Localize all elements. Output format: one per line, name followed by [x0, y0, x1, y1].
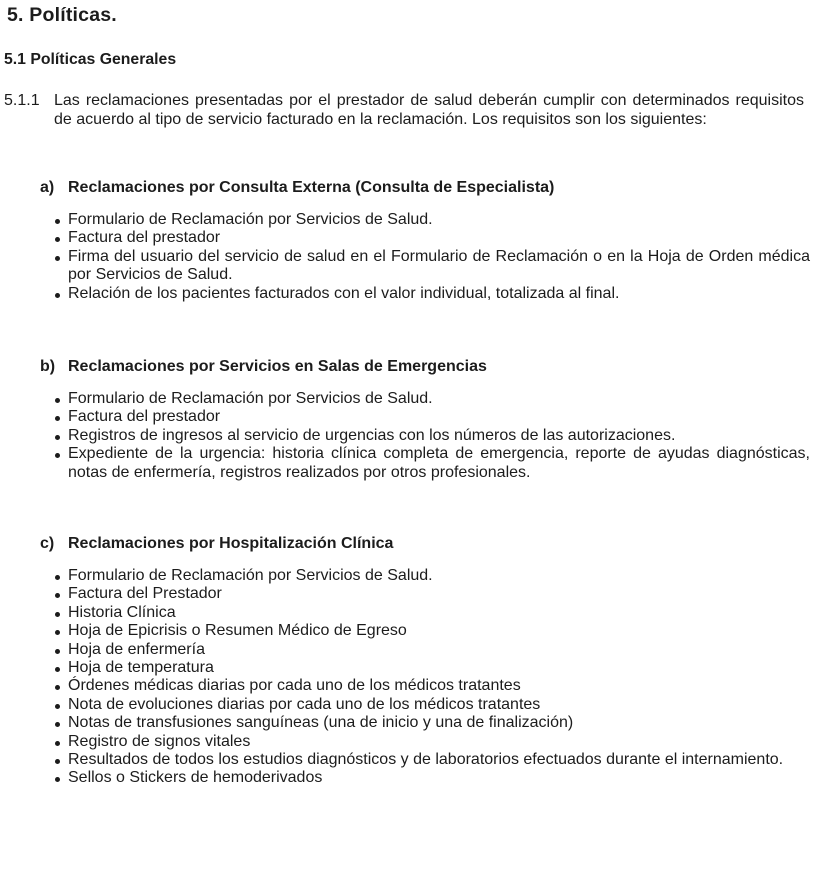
list-item [40, 733, 810, 751]
list-item [40, 696, 810, 714]
intro-paragraph [4, 91, 804, 129]
list-item [40, 390, 810, 408]
bullet-icon [55, 741, 60, 746]
list-item-text: Sellos o Stickers de hemoderivados [68, 769, 323, 787]
bullet-icon [55, 685, 60, 690]
bullet-icon [55, 667, 60, 672]
list-item [40, 567, 810, 585]
list-item-text: Relación de los pacientes facturados con el valor individual, totalizada al final. [68, 284, 620, 302]
bullet-icon [55, 722, 60, 727]
list-item-text: Hoja de enfermería [68, 640, 205, 658]
list-item-text: Registro de signos vitales [68, 732, 251, 750]
section-title-text: Reclamaciones por Hospitalización Clínica [68, 535, 394, 552]
requirements-list [40, 211, 810, 303]
bullet-icon [55, 435, 60, 440]
list-item [40, 751, 810, 769]
list-item [40, 641, 810, 659]
list-item [40, 211, 810, 229]
section-salas-emergencias [40, 357, 810, 482]
section-title [40, 178, 810, 197]
bullet-icon [55, 219, 60, 224]
bullet-icon [55, 256, 60, 261]
list-item [40, 248, 810, 285]
requirements-list [40, 390, 810, 482]
bullet-icon [55, 416, 60, 421]
bullet-icon [55, 237, 60, 242]
section-letter: a) [40, 179, 55, 196]
list-item [40, 408, 810, 426]
bullet-icon [55, 398, 60, 403]
list-item [40, 677, 810, 695]
bullet-icon [55, 612, 60, 617]
list-item-text: Órdenes médicas diarias por cada uno de los médicos tratantes [68, 677, 521, 695]
list-item [40, 622, 810, 640]
list-item-text: Nota de evoluciones diarias por cada uno de los médicos tratantes [68, 695, 541, 713]
list-item [40, 229, 810, 247]
list-item-text: Hoja de Epicrisis o Resumen Médico de Egreso [68, 622, 407, 640]
list-item [40, 714, 810, 732]
list-item-text: Factura del Prestador [68, 585, 222, 603]
bullet-icon [55, 759, 60, 764]
section-title [40, 357, 810, 376]
list-item-text: Formulario de Reclamación por Servicios de Salud. [68, 211, 433, 228]
list-item-text: Historia Clínica [68, 603, 176, 621]
bullet-icon [55, 593, 60, 598]
list-item-text: Hoja de temperatura [68, 659, 214, 677]
list-item [40, 427, 810, 445]
bullet-icon [55, 630, 60, 635]
list-item-text: Factura del prestador [68, 229, 221, 247]
list-item-text: Registros de ingresos al servicio de urgencias con los números de las autorizaciones. [68, 426, 676, 444]
list-item [40, 769, 810, 787]
section-title-text: Reclamaciones por Consulta Externa (Consulta de Especialista) [68, 179, 555, 196]
list-item-text: Resultados de todos los estudios diagnósticos y de laboratorios efectuados durante el internamiento. [68, 751, 784, 769]
requirements-list [40, 567, 810, 788]
list-item [40, 604, 810, 622]
bullet-icon [55, 777, 60, 782]
list-item-text: Factura del prestador [68, 408, 221, 426]
bullet-icon [55, 704, 60, 709]
section-hospitalizacion-clinica [40, 534, 810, 788]
list-item [40, 585, 810, 603]
bullet-icon [55, 453, 60, 458]
section-letter: c) [40, 535, 55, 552]
list-item-text: Formulario de Reclamación por Servicios de Salud. [68, 390, 433, 407]
section-heading: 5. Políticas. [7, 4, 117, 26]
list-item-text: Formulario de Reclamación por Servicios de Salud. [68, 567, 433, 584]
section-title [40, 534, 810, 553]
subsection-heading: 5.1 Políticas Generales [4, 51, 177, 68]
list-item-text: Expediente de la urgencia: historia clínica completa de emergencia, reporte de ayudas diagnósticas, notas de enfermería, registros realizados por otros profesionales. [68, 445, 810, 481]
section-title-text: Reclamaciones por Servicios en Salas de Emergencias [68, 358, 487, 375]
list-item-text: Notas de transfusiones sanguíneas (una de inicio y una de finalización) [68, 714, 574, 732]
list-item [40, 659, 810, 677]
list-item [40, 285, 810, 303]
list-item [40, 445, 810, 482]
bullet-icon [55, 293, 60, 298]
bullet-icon [55, 575, 60, 580]
paragraph-number: 5.1.1 [4, 92, 40, 109]
section-consulta-externa [40, 178, 810, 303]
paragraph-text: Las reclamaciones presentadas por el prestador de salud deberán cumplir con determinados requisitos de acuerdo al tipo de servicio facturado en la reclamación. Los requisitos son los siguientes: [54, 92, 804, 128]
bullet-icon [55, 649, 60, 654]
list-item-text: Firma del usuario del servicio de salud en el Formulario de Reclamación o en la Hoja de Orden médica por Servicios de Salud. [68, 247, 810, 284]
section-letter: b) [40, 358, 56, 375]
